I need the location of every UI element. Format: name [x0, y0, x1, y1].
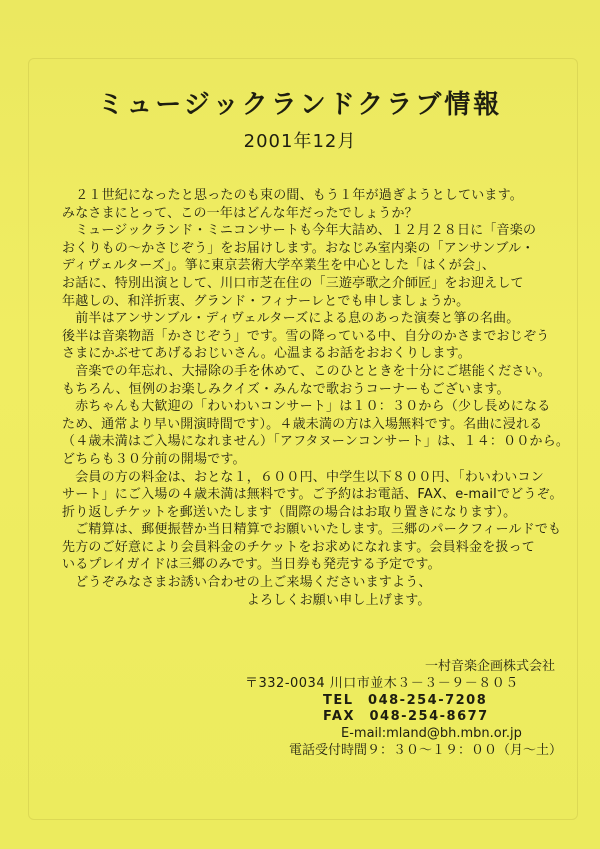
body-line: どちらも３０分前の開場です。: [62, 451, 246, 467]
body-line: 年越しの、和洋折衷、グランド・フィナーレとでも申しましょうか。: [62, 293, 470, 309]
body-line: よろしくお願い申し上げます。: [62, 592, 431, 608]
body-line: ミュージックランド・ミニコンサートも今年大詰め、１２月２８日に「音楽の: [62, 223, 537, 239]
body-line: サート」にご入場の４歳未満は無料です。ご予約はお電話、FAX、e-mailでどうぞ。: [62, 487, 563, 503]
body-line: ご精算は、郵便振替か当日精算でお願いいたします。三郷のパークフィールドでも: [62, 522, 562, 538]
body-line: 先方のご好意により会員料金のチケットをお求めになれます。会員料金を扱って: [62, 539, 535, 555]
body-line: ため、通常より早い開演時間です）。４歳未満の方は入場無料です。名曲に浸れる: [62, 416, 543, 432]
fax-number: FAX 048-254-8677: [323, 709, 489, 725]
company-name: 一村音楽企画株式会社: [424, 659, 555, 674]
body-line: もちろん、恒例のお楽しみクイズ・みんなで歌おうコーナーもございます。: [62, 381, 510, 397]
body-line: どうぞみなさまお誘い合わせの上ご来場くださいますよう、: [62, 575, 432, 591]
page-title: ミュージックランドクラブ情報: [97, 90, 503, 120]
body-line: 後半は音楽物語「かさじぞう」です。雪の降っている中、自分のかさまでおじぞう: [62, 328, 550, 344]
body-line: おくりもの～かさじぞう」をお届けします。おなじみ室内楽の「アンサンブル・: [62, 240, 535, 256]
body-line: 赤ちゃんも大歓迎の「わいわいコンサート」は１０：３０から（少し長めになる: [62, 399, 551, 415]
email-address: E-mail:mland@bh.mbn.or.jp: [341, 726, 522, 742]
phone-number: TEL 048-254-7208: [323, 692, 488, 708]
body-line: 折り返しチケットを郵送いたします（間際の場合はお取り置きになります）。: [62, 504, 517, 520]
body-line: ２１世紀になったと思ったのも束の間、もう１年が過ぎようとしています。: [62, 188, 523, 203]
body-line: 前半はアンサンブル・ディヴェルターズによる息のあった演奏と箏の名曲。: [62, 311, 520, 327]
postal-address: 〒332-0034 川口市並木３－３－９－８０５: [245, 675, 519, 691]
contact-block: [233, 659, 563, 760]
body-line: お話に、特別出演として、川口市芝在住の「三遊亭歌之介師匠」をお迎えして: [62, 275, 524, 291]
issue-date: 2001年12月: [243, 131, 357, 152]
body-line: ディヴェルターズ」。箏に東京芸術大学卒業生を中心とした「はくが会」、: [62, 258, 496, 274]
body-line: いるプレイガイドは三郷のみです。当日券も発売する予定です。: [62, 557, 441, 573]
body-line: みなさまにとって、この一年はどんな年だったでしょうか？: [62, 205, 418, 221]
phone-hours: 電話受付時間９：３０～１９：００（月～土）: [289, 742, 563, 758]
body-line: 音楽での年忘れ、大掃除の手を休めて、このひとときを十分にご堪能ください。: [62, 363, 551, 379]
body-line: 会員の方の料金は、おとな１，６００円、中学生以下８００円、「わいわいコン: [62, 469, 544, 485]
body-line: さまにかぶせてあげるおじいさん。心温まるお話をおおくりします。: [62, 346, 471, 362]
article-body: [62, 187, 570, 609]
body-line: （４歳未満はご入場になれません）「アフタヌーンコンサート」は、１４：００から。: [62, 434, 570, 450]
